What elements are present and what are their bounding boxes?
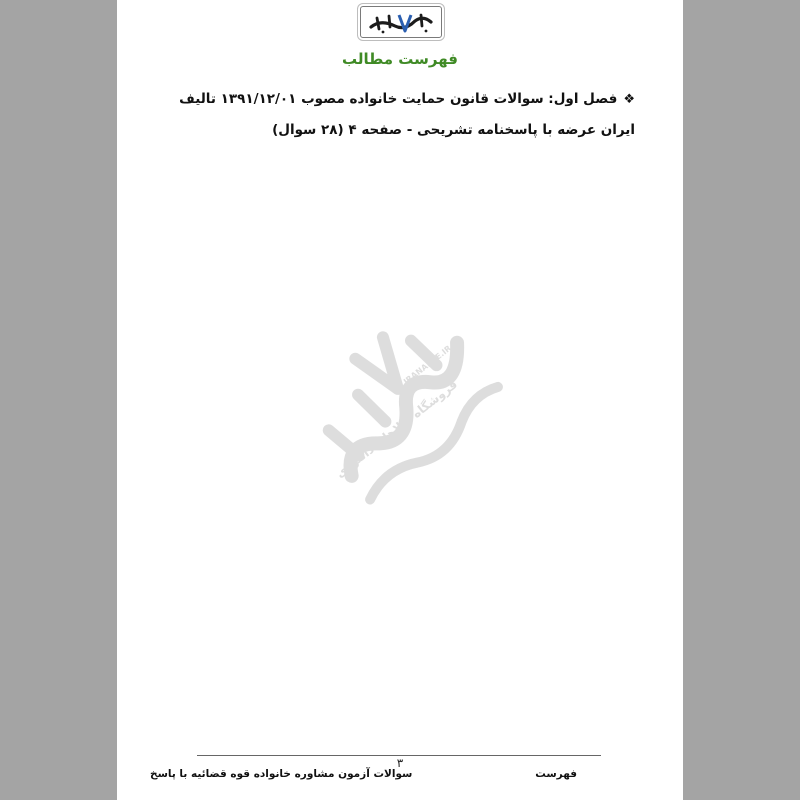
watermark-subtitle: فروشگاه کالاهای دانلودی	[333, 377, 460, 481]
page-number: ۳	[396, 756, 404, 770]
watermark-url: IRANARZE.IR	[401, 343, 454, 387]
toc-entry-text: فصل اول: سوالات قانون حمایت خانواده مصوب ۱۳۹۱/۱۲/۰۱ تالیف ایران عرضه با پاسخنامه تشریحی - صفحه ۴ (۲۸ سوال)	[179, 91, 635, 138]
document-page	[117, 0, 683, 800]
brand-logo	[360, 6, 442, 38]
toc-entry[interactable]	[145, 84, 635, 145]
watermark-logo	[279, 262, 509, 522]
bullet-diamond-icon: ❖	[623, 92, 635, 107]
footer-section-label: فهرست	[535, 768, 577, 780]
toc-title: فهرست مطالب	[342, 50, 458, 68]
footer-book-title: سوالات آزمون مشاوره خانواده قوه قضائیه با پاسخ	[150, 768, 413, 780]
